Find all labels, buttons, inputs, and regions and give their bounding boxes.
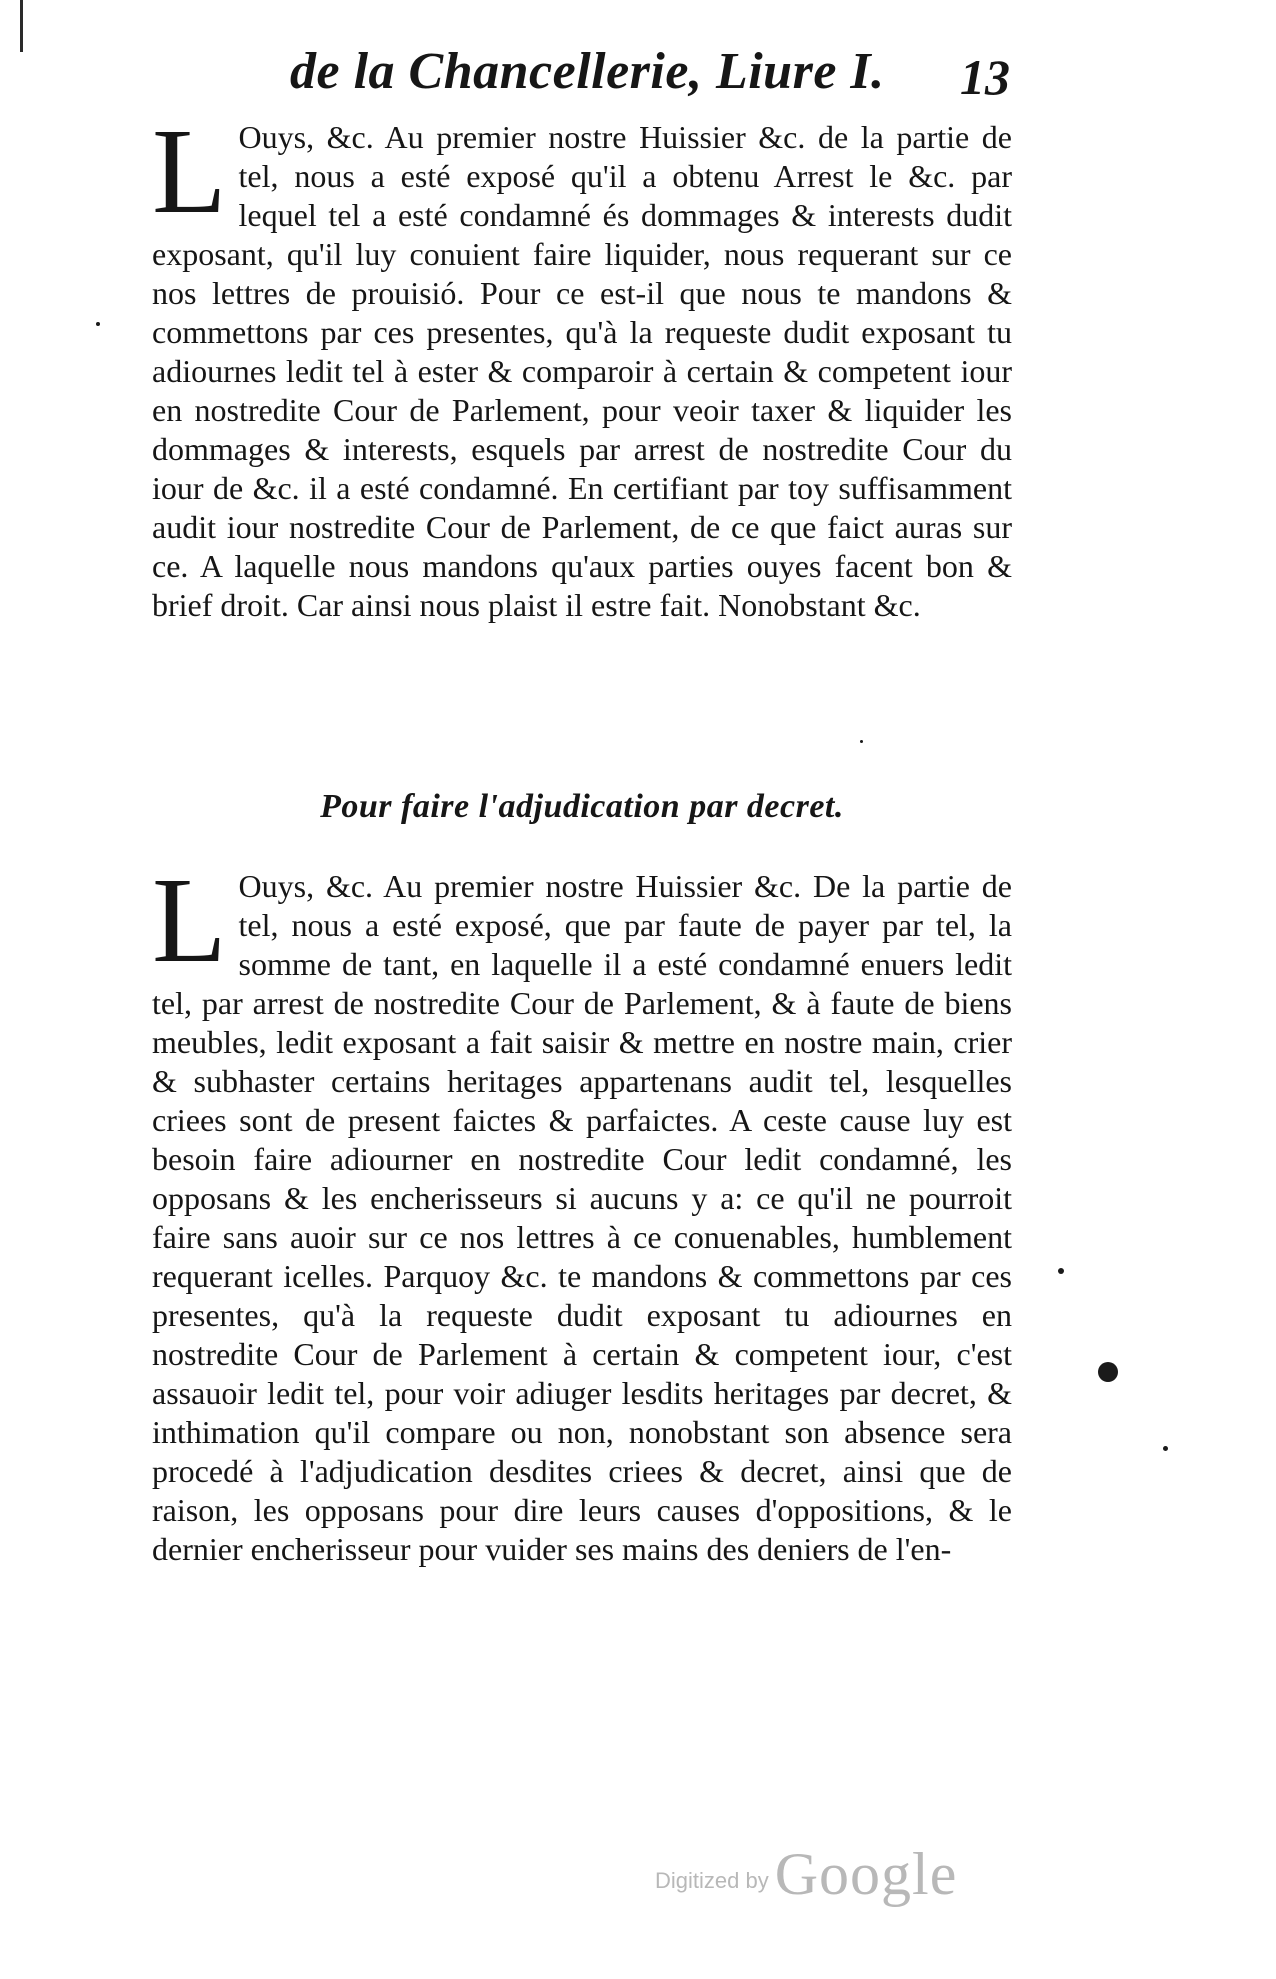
ink-speck — [1163, 1446, 1168, 1451]
paragraph-1-text: Ouys, &c. Au premier nostre Huissier &c. de la partie de tel, nous a esté exposé qu'il a obtenu Arrest le &c. par lequel tel a esté condamné és dommages & interests dudit exposant, qu'il luy conuient faire liquider, nous requerant sur ce nos lettres de prouisió. Pour ce est-il que nous te mandons & commettons par ces presentes, qu'à la requeste dudit exposant tu adiournes ledit tel à ester & comparoir à certain & competent iour en nostredite Cour de Parlement, pour veoir taxer & liquider les dommages & interests, esquels par arrest de nostredite Cour du iour de &c. il a esté condamné. En certifiant par toy suffisamment audit iour nostredite Cour de Parlement, de ce que faict auras sur ce. A laquelle nous mandons qu'aux parties ouyes facent bon & brief droit. Car ainsi nous plaist il estre fait. Nonobstant &c. — [152, 119, 1012, 623]
paragraph-2-text: Ouys, &c. Au premier nostre Huissier &c. De la partie de tel, nous a esté exposé, que par faute de payer par tel, la somme de tant, en laquelle il a esté condamné enuers ledit tel, par arrest de nostredite Cour de Parlement, & à faute de biens meubles, ledit exposant a fait saisir & mettre en nostre main, crier & subhaster certains heritages appartenans audit tel, lesquelles criees sont de present faictes & parfaictes. A ceste cause luy est besoin faire adiourner en nostredite Cour ledit condamné, les opposans & les encherisseurs si aucuns y a: ce qu'il ne pourroit faire sans auoir sur ce nos lettres à ce conuenables, humblement requerant icelles. Parquoy &c. te mandons & commettons par ces presentes, qu'à la requeste dudit exposant tu adiournes en nostredite Cour de Parlement à certain & competent iour, c'est assauoir ledit tel, pour voir adiuger lesdits heritages par decret, & inthimation qu'il compare ou non, nonobstant son absence sera procedé à l'adjudication desdites criees & decret, ainsi que de raison, les opposans pour dire leurs causes d'oppositions, & le dernier encherisseur pour vuider ses mains des deniers de l'en- — [152, 868, 1012, 1567]
google-logo: Google — [774, 1841, 958, 1907]
formula-paragraph-1 — [152, 104, 1012, 625]
ink-speck — [1098, 1362, 1118, 1382]
scan-edge-mark — [20, 0, 23, 52]
page-number: 13 — [960, 49, 1010, 105]
digitized-by-google-watermark — [655, 1840, 957, 1909]
ink-speck — [1058, 1268, 1064, 1274]
section-heading: Pour faire l'adjudication par decret. — [320, 788, 844, 825]
watermark-small-text: Digitized by — [655, 1868, 769, 1893]
ink-speck — [860, 740, 863, 743]
drop-cap-1: L — [152, 104, 227, 239]
formula-paragraph-2 — [152, 853, 1012, 1569]
drop-cap-2: L — [152, 853, 227, 988]
ink-speck — [96, 322, 100, 326]
running-head: de la Chancellerie, Liure I. — [290, 43, 885, 100]
